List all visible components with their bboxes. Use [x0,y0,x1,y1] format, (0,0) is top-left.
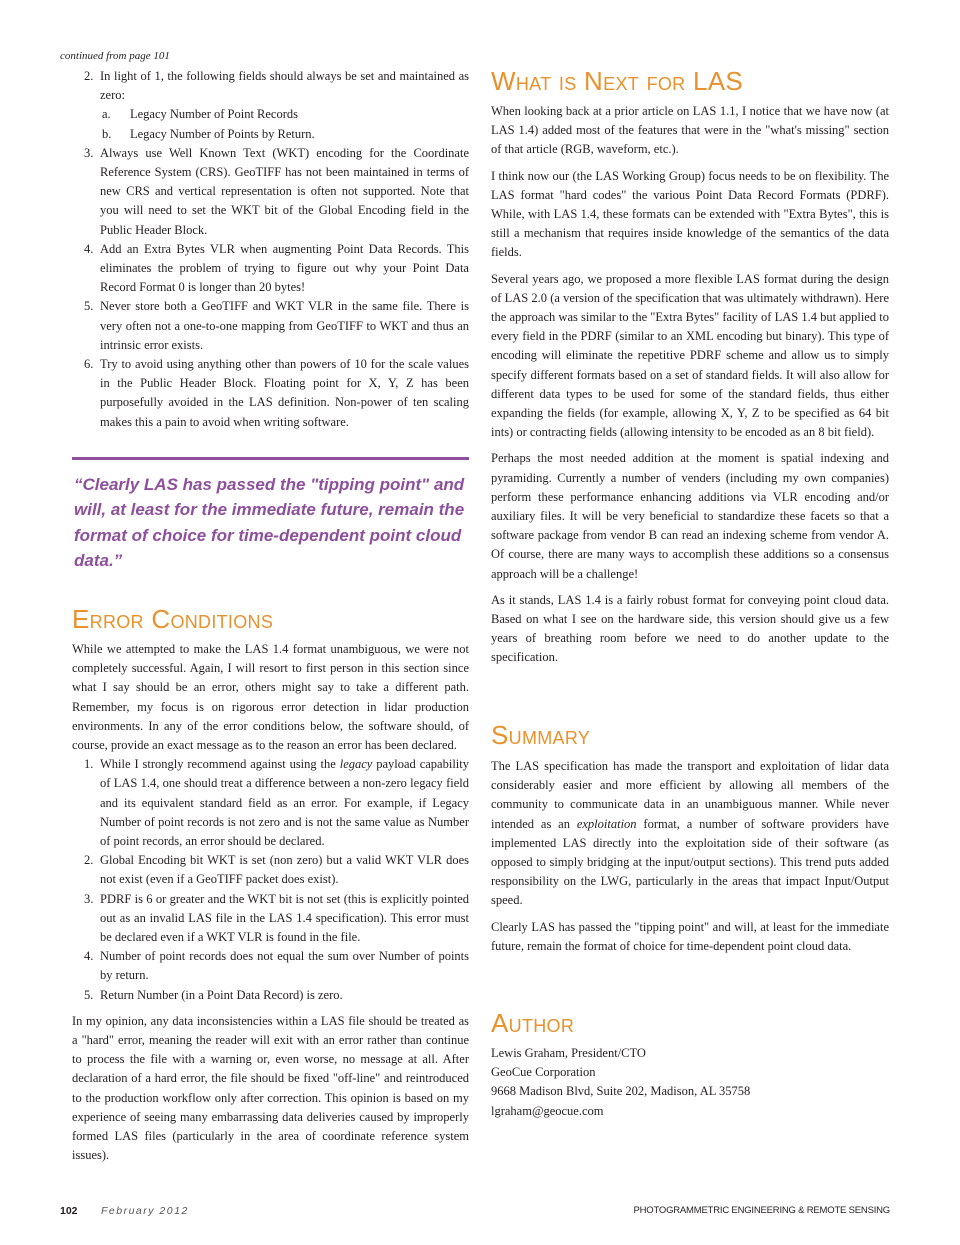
summary-paragraph-2: Clearly LAS has passed the "tipping point" and will, at least for the immediate future, remain the format of choice for time-dependent point cloud data. [491,919,889,953]
recommendations-list [72,67,469,432]
pullquote-rule [72,457,469,460]
error-outro-paragraph: In my opinion, any data inconsistencies within a LAS file should be treated as a "hard" error, meaning the reader will exit with an error rather than continue to process the file with a warning or, even worse, no message at all. After declaration of a hard error, the file should be fixed "off-line" and reintroduced to the production workflow only after correction. This opinion is based on my experience of seeing many embarrassing data deliveries caused by improperly formed LAS files (particularly in the area of coordinate reference system issues). [72,1013,469,1163]
author-address: 9668 Madison Blvd, Suite 202, Madison, AL 35758 [491,1084,751,1099]
author-email[interactable]: lgraham@geocue.com [491,1103,604,1118]
summary-paragraph: The LAS specification has made the transport and exploitation of lidar data considerably easier and more efficient by allowing all members of the community to communicate data in an unambiguous manner. While never intended as an exploitation format, a number of software providers have implemented LAS directly into the exploitation side of their software (as opposed to simply bridging at the input/output sections). This trend puts added responsibility on the LWG, particularly in the areas that impact Input/Output speed. [491,759,889,908]
journal-title: PHOTOGRAMMETRIC ENGINEERING & REMOTE SENSING [633,1205,890,1216]
list-item: 6. Try to avoid using anything other than powers of 10 for the scale values in the Public Header Block. Floating point for X, Y, Z has been purposefully avoided in the LAS definition. Non-power of ten scaling makes this a pain to avoid when writing software. [84,357,469,429]
summary-section [491,720,889,956]
list-item: 5. Never store both a GeoTIFF and WKT VLR in the same file. There is very often not a one-to-one mapping from GeoTIFF to WKT and thus an intrinsic error exists. [84,299,469,352]
author-block [491,1044,889,1121]
continued-note: continued from page 101 [60,50,170,62]
author-company: GeoCue Corporation [491,1065,596,1080]
whats-next-heading: What is Next for LAS [491,66,744,96]
author-name: Lewis Graham, President/CTO [491,1046,646,1060]
whats-next-section [491,66,889,668]
list-item: 5. Return Number (in a Point Data Record) is zero. [84,987,343,1002]
error-intro-paragraph: While we attempted to make the LAS 1.4 format unambiguous, we were not completely successful. Again, I will resort to first person in this section since what I say should be an error, others might say to take a different path. Remember, my focus is on rigorous error detection in lidar production environments. In any of the error conditions below, the software should, of course, provide an exact message as to the reason an error has been declared. [72,642,469,753]
error-section [72,604,469,1165]
list-item: 3. PDRF is 6 or greater and the WKT bit is not set (this is explicitly pointed out as an invalid LAS file in the LAS 1.4 specification). This error must be declared even if a WKT VLR is found in the file. [84,891,469,945]
whats-next-paragraph: When looking back at a prior article on LAS 1.1, I notice that we have now (at LAS 1.4) added most of the features that were in the "what's missing" section of that article (RGB, waveform, etc.). [491,104,889,157]
pullquote: “Clearly LAS has passed the "tipping point" and will, at least for the immediate future, remain the format of choice for time-dependent point cloud data.” [74,475,465,571]
error-conditions-list-cont [72,851,469,1005]
author-section [491,1008,889,1121]
whats-next-body [491,102,889,668]
page-number: 102 [60,1205,78,1217]
summary-heading: Summary [491,720,591,750]
list-item: 4. Number of point records does not equal the sum over Number of points by return. [84,949,469,983]
error-conditions-list [72,755,469,851]
whats-next-paragraph: I think now our (the LAS Working Group) focus needs to be on flexibility. The LAS format "hard codes" the various Point Data Record Formats (PDRF). While, with LAS 1.4, these formats can be extended with "Extra Bytes", this is still a mechanism that requires inside knowledge of the semantics of the data fields. [491,168,889,260]
issue-date: February 2012 [101,1205,189,1217]
whats-next-paragraph: As it stands, LAS 1.4 is a fairly robust format for conveying point cloud data. Based on what I see on the hardware side, this version should give us a few years of breathing room before we need to do another update to the specification. [491,592,889,665]
author-heading: Author [491,1008,575,1038]
list-item: 3. Always use Well Known Text (WKT) encoding for the Coordinate Reference System (CRS). GeoTIFF has not been maintained in terms of new CRS and vertical representation is often not supported. Note that you will need to set the WKT bit of the Global Encoding field in the Public Header Block. [84,145,469,237]
error-conditions-heading: Error Conditions [72,604,274,634]
list-item: 2. In light of 1, the following fields should always be set and maintained as zero: [84,69,469,103]
whats-next-paragraph: Several years ago, we proposed a more flexible LAS format during the design of LAS 2.0 (a version of the specification that was ultimately withdrawn). Here the approach was similar to the "Extra Bytes" facility of LAS 1.4 but applied to every field in the PDRF (similar to an XML encoding but binary). This type of encoding will eliminate the repetitive PDRF scheme and allow us to simply specify different formats based on a set of standard fields. It will also allow for different data types to be used for some of the standard fields, thus either expanding the fields (for example, allowing X, Y, Z to be specified as 64 bit ints) or contracting fields (allowing intensity to be encoded as an 8 bit field). [491,271,889,440]
list-item: 4. Add an Extra Bytes VLR when augmenting Point Data Records. This eliminates the problem of trying to figure out why your Point Data Record Format 0 is longer than 20 bytes! [84,241,469,295]
list-item: 1. While I strongly recommend against using the legacy payload capability of LAS 1.4, one should treat a difference between a non-zero legacy field and its equivalent standard field as an error. For example, if Legacy Number of point records is not zero and is not the same value as Number of point records, an error should be declared. [84,757,469,849]
whats-next-paragraph: Perhaps the most needed addition at the moment is spatial indexing and pyramiding. Currently a number of venders (including my own companies) perform these performance enhancing additions via VLR encoding and/or auxiliary files. It will be very beneficial to standardize these facets so that a software package from vendor B can read an indexing scheme from vendor A. Of course, there are many ways to accomplish these additions so a consensus approach will be a challenge! [491,451,889,581]
list-item: 2. Global Encoding bit WKT is set (non zero) but a valid WKT VLR does not exist (even if a GeoTIFF packet does exist). [84,853,469,887]
list-item: b. Legacy Number of Points by Return. [102,126,315,141]
list-item: a. Legacy Number of Point Records [102,107,299,122]
